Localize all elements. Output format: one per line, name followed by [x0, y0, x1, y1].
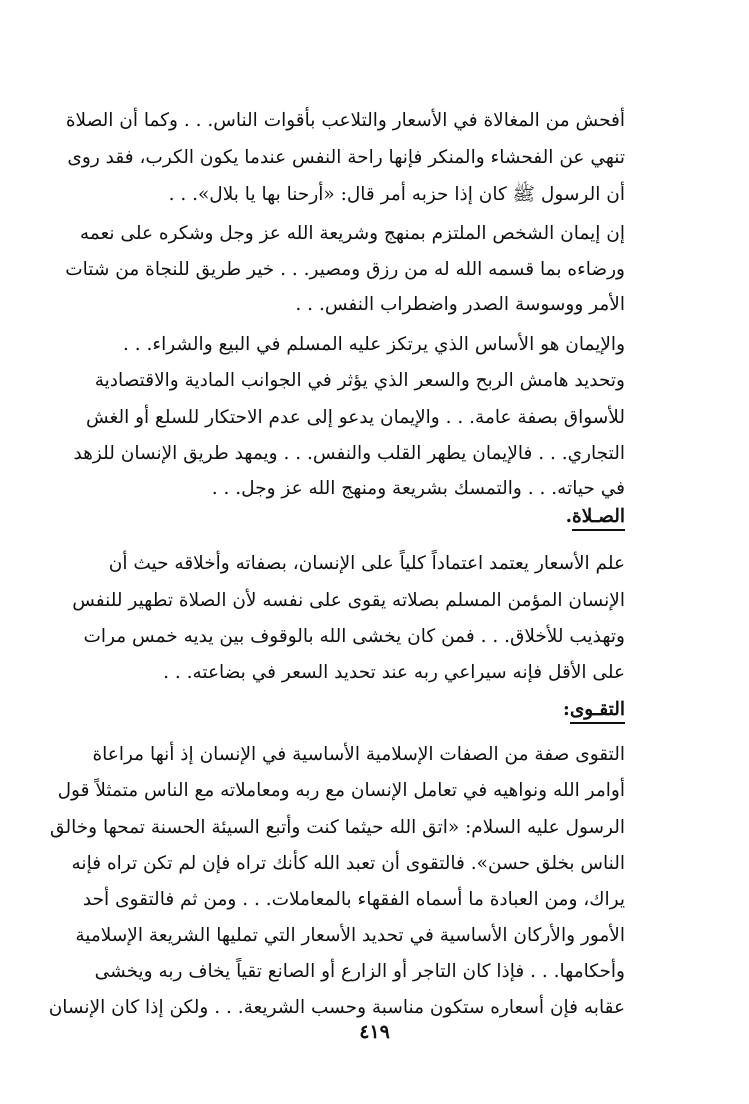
text-line: أن الرسول ﷺ كان إذا حزبه أمر قال: «أرحنا بها يا بلال». . . [168, 184, 625, 205]
section-heading-punct: . [565, 506, 573, 527]
text-line: في حياته. . . والتمسك بشريعة ومنهج الله عز وجل. . . [211, 478, 625, 499]
text-line: وأحكامها. . . فإذا كان التاجر أو الزارع أو الصانع تقياً يخاف ربه ويخشى [94, 961, 625, 982]
text-line: والإيمان هو الأساس الذي يرتكز عليه المسلم في البيع والشراء. . . [122, 334, 625, 355]
text-line: للأسواق بصفة عامة. . . والإيمان يدعو إلى عدم الاحتكار للسلع أو الغش [85, 407, 625, 428]
text-line: الإنسان المؤمن المسلم بصلاته يقوى على نفسه لأن الصلاة تطهير للنفس [72, 590, 625, 611]
text-line: أوامر الله ونواهيه في تعامل الإنسان مع ربه ومعاملاته مع الناس متمثلاً قول [57, 780, 625, 801]
text-line: ورضاءه بما قسمه الله له من رزق ومصير. . . خير طريق للنجاة من شتات [65, 259, 625, 280]
text-line: الأمر ووسوسة الصدر واضطراب النفس. . . [295, 294, 625, 315]
text-line: الرسول عليه السلام: «اتق الله حيثما كنت وأتبع السيئة الحسنة تمحها وخالق [50, 817, 625, 838]
text-line: على الأقل فإنه سيراعي ربه عند تحديد السعر في بضاعته. . . [163, 662, 625, 683]
text-line: التجاري. . . فالإيمان يطهر القلب والنفس. . . ويمهد طريق الإنسان للزهد [73, 443, 625, 464]
text-line: إن إيمان الشخص الملتزم بمنهج وشريعة الله عز وجل وشكره على نعمه [79, 223, 625, 244]
text-line: علم الأسعار يعتمد اعتماداً كلياً على الإنسان، بصفاته وأخلاقه حيث أن [108, 553, 625, 574]
text-line: الناس بخلق حسن». فالتقوى أن تعبد الله كأنك تراه فإن لم تكن تراه فإنه [71, 853, 625, 874]
text-line: وتحديد هامش الربح والسعر الذي يؤثر في الجوانب المادية والاقتصادية [94, 370, 625, 391]
text-line: تنهي عن الفحشاء والمنكر فإنها راحة النفس عندما يكون الكرب، فقد روى [67, 147, 625, 168]
text-line: التقوى صفة من الصفات الإسلامية الأساسية في الإنسان إذ أنها مراعاة [92, 744, 625, 765]
text-line: الأمور والأركان الأساسية في تحديد الأسعار التي تمليها الشريعة الإسلامية [75, 925, 625, 946]
section-heading [563, 696, 625, 724]
text-line: وتهذيب للأخلاق. . . فمن كان يخشى الله بالوقوف بين يديه خمس مرات [83, 626, 625, 647]
page-number: ٤١٩ [359, 1021, 390, 1043]
section-heading-text: الصـلاة [572, 506, 625, 531]
section-heading-punct: : [562, 699, 570, 720]
section-heading-text: التقـوى [570, 699, 625, 724]
text-line: يراك، ومن العبادة ما أسماه الفقهاء بالمعاملات. . . ومن ثم فالتقوى أحد [82, 889, 625, 910]
text-line: أفحش من المغالاة في الأسعار والتلاعب بأقوات الناس. . . وكما أن الصلاة [65, 110, 625, 131]
text-line: عقابه فإن أسعاره ستكون مناسبة وحسب الشريعة. . . ولكن إذا كان الإنسان [48, 997, 625, 1018]
section-heading [566, 503, 625, 531]
